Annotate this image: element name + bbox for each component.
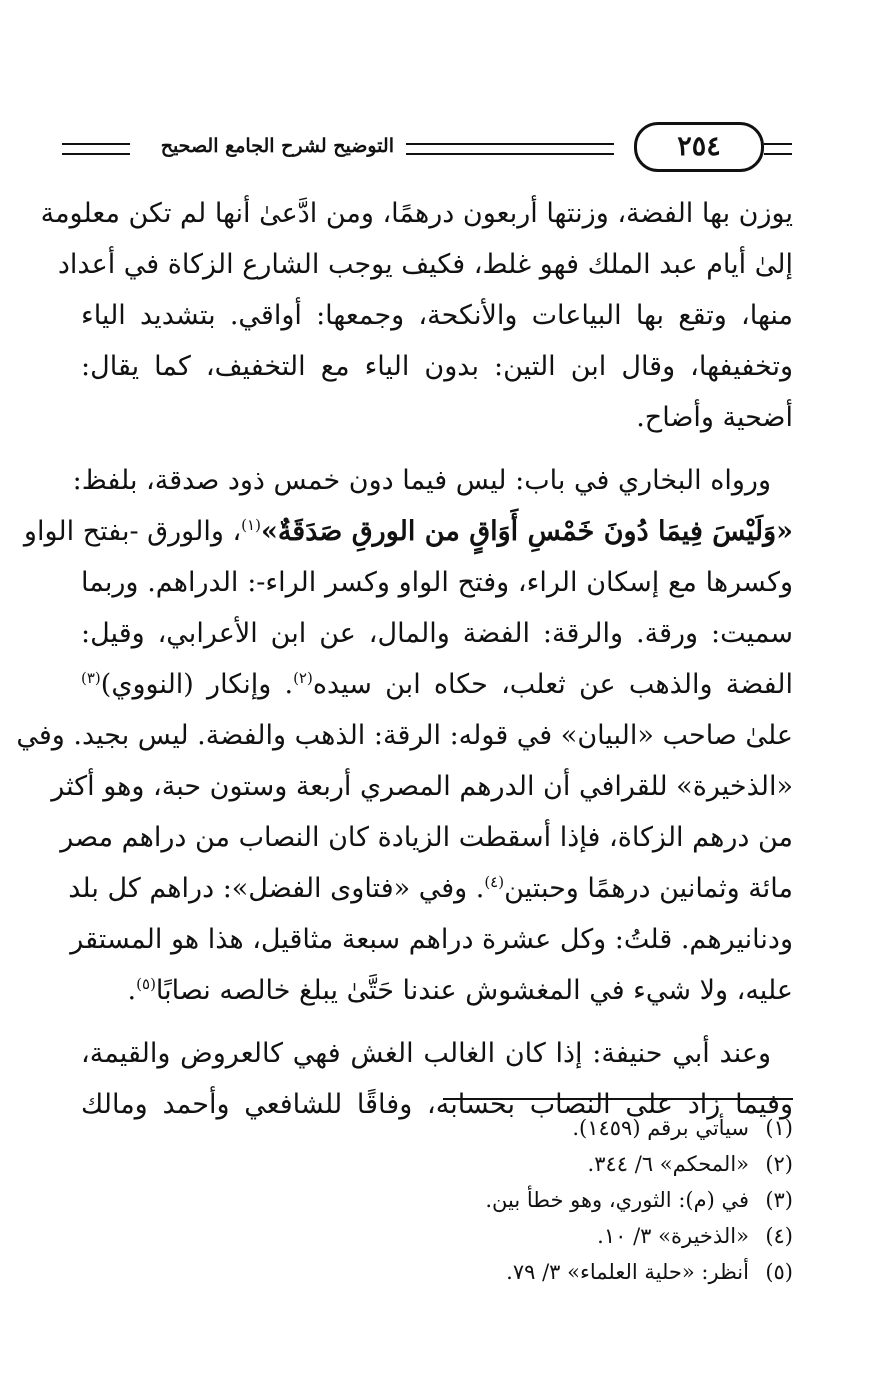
main-text (16, 188, 793, 1130)
header-rule-middle (406, 143, 614, 155)
footnote (81, 1254, 793, 1290)
text-line: من درهم الزكاة، فإذا أسقطت الزيادة كان النصاب من دراهم مصر (60, 822, 793, 853)
footnote-text: «الذخيرة» ٣/ ١٠. (597, 1224, 749, 1248)
text-line: وعند أبي حنيفة: إذا كان الغالب الغش فهي كالعروض والقيمة، (81, 1038, 771, 1069)
footnote-ref-2: (٢) (293, 669, 313, 687)
text-line (68, 863, 793, 914)
footnote-number: (٤) (765, 1224, 793, 1248)
text-line: منها، وتقع بها البياعات والأنكحة، وجمعها: أواقي. بتشديد الياء (81, 300, 793, 331)
text-line: سميت: ورقة. والرقة: الفضة والمال، عن ابن الأعرابي، وقيل: (81, 618, 793, 649)
footnote-text: «المحكم» ٦/ ٣٤٤. (587, 1152, 749, 1176)
footnote (81, 1182, 793, 1218)
footnote-ref-4: (٤) (484, 873, 505, 891)
text-line: ودنانيرهم. قلتُ: وكل عشرة دراهم سبعة مثاقيل، هذا هو المستقر (70, 924, 793, 955)
footnote-ref-5: (٥) (136, 975, 156, 993)
footnote-number: (٣) (765, 1188, 793, 1212)
footnote (81, 1146, 793, 1182)
running-header (62, 118, 792, 174)
text-line-with-hadith (23, 506, 793, 557)
text-run: عليه، ولا شيء في المغشوش عندنا حَتَّىٰ يبلغ خالصه نصابًا (155, 975, 793, 1006)
text-line: وتخفيفها، وقال ابن التين: بدون الياء مع التخفيف، كما يقال: (81, 351, 793, 382)
footnote-text: أنظر: «حلية العلماء» ٣/ ٧٩. (506, 1260, 749, 1284)
text-run: . وفي «فتاوى الفضل»: دراهم كل بلد (68, 873, 485, 904)
footnote-text: سيأتي برقم (١٤٥٩). (572, 1116, 749, 1140)
text-line: أضحية وأضاح. (636, 402, 793, 433)
footnote-number: (١) (765, 1116, 793, 1140)
text-run: مائة وثمانين درهمًا وحبتين (504, 873, 793, 904)
text-line (81, 965, 793, 1016)
text-line: إلىٰ أيام عبد الملك فهو غلط، فكيف يوجب الشارع الزكاة في أعداد (57, 249, 793, 280)
footnote (81, 1110, 793, 1146)
footnote-ref-1: (١) (241, 516, 261, 534)
footnote-separator (443, 1098, 793, 1100)
footnote (81, 1218, 793, 1254)
footnote-number: (٢) (765, 1152, 793, 1176)
header-rule-right (764, 143, 792, 155)
header-rule-left (62, 143, 130, 155)
paragraph-1 (40, 188, 793, 443)
paragraph-2 (16, 455, 793, 1016)
footnote-ref-3: (٣) (81, 669, 101, 687)
text-line: وكسرها مع إسكان الراء، وفتح الواو وكسر الراء-: الدراهم. وربما (81, 567, 793, 598)
text-line: علىٰ صاحب «البيان» في قوله: الرقة: الذهب والفضة. ليس بجيد. وفي (16, 720, 793, 751)
text-run: ، والورق -بفتح الواو (23, 516, 242, 547)
hadith-quote: «وَلَيْسَ فِيمَا دُونَ خَمْسِ أَوَاقٍ من الورقِ صَدَقَةٌ» (260, 516, 793, 547)
text-line: وفيما زاد على النصاب بحسابه، وفاقًا للشافعي وأحمد ومالك (81, 1089, 793, 1120)
text-line: «الذخيرة» للقرافي أن الدرهم المصري أربعة وستون حبة، وهو أكثر (51, 771, 793, 802)
footnote-text: في (م): الثوري، وهو خطأ بين. (485, 1188, 749, 1212)
text-run: . (127, 975, 137, 1006)
text-line: ورواه البخاري في باب: ليس فيما دون خمس ذود صدقة، بلفظ: (72, 465, 771, 496)
text-run: الفضة والذهب عن ثعلب، حكاه ابن سيده (312, 669, 793, 700)
footnotes (81, 1110, 793, 1290)
book-title: التوضيح لشرح الجامع الصحيح (160, 135, 394, 157)
page-number: ٢٥٤ (634, 122, 764, 172)
text-run: . وإنكار (النووي) (100, 669, 294, 700)
text-line: يوزن بها الفضة، وزنتها أربعون درهمًا، ومن ادَّعىٰ أنها لم تكن معلومة (40, 198, 793, 229)
footnote-number: (٥) (765, 1260, 793, 1284)
text-line (81, 659, 793, 710)
